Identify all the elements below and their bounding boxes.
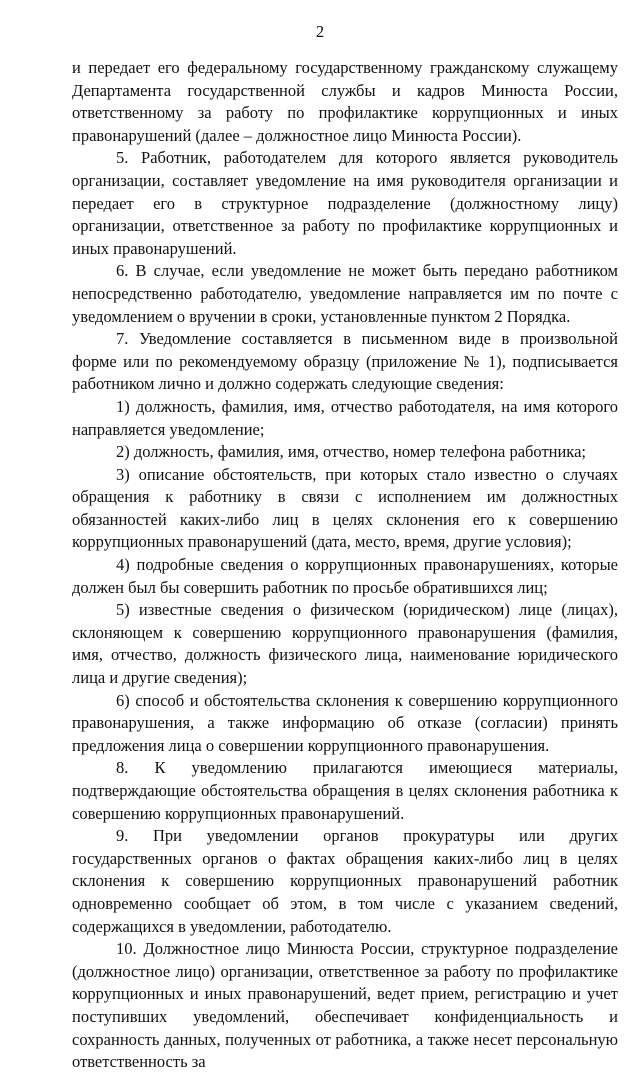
list-item-7-6: 6) способ и обстоятельства склонения к совершению коррупционного правонарушения, а также информацию об отказе (согласии) принять предложения лица о совершении коррупционного правонарушения. [72,690,618,755]
list-item-7-3: 3) описание обстоятельств, при которых стало известно о случаях обращения к работнику в связи с исполнением им должностных обязанностей каких-либо лиц в целях склонения его к совершению коррупционных правонарушений (дата, место, время, другие условия); [72,464,618,552]
list-item-7-5: 5) известные сведения о физическом (юридическом) лице (лицах), склоняющем к совершению коррупционного правонарушения (фамилия, имя, отчество, должность физического лица, наименование юридического лица и другие сведения); [72,600,618,688]
paragraph-item-6: 6. В случае, если уведомление не может быть передано работником непосредственно работодателю, уведомление направляется им по почте с уведомлением о вручении в сроки, установленные пунктом 2 Порядка. [72,261,618,326]
paragraph-item-7: 7. Уведомление составляется в письменном виде в произвольной форме или по рекомендуемому образцу (приложение № 1), подписывается работником лично и должно содержать следующие сведения: [72,329,618,394]
document-body [72,57,618,1074]
page-number: 2 [315,22,325,41]
list-item-7-2: 2) должность, фамилия, имя, отчество, номер телефона работника; [116,442,586,462]
list-item-7-1: 1) должность, фамилия, имя, отчество работодателя, на имя которого направляется уведомление; [72,396,618,439]
paragraph-item-5: 5. Работник, работодателем для которого является руководитель организации, составляет уведомление на имя руководителя организации и передает его в структурное подразделение (должностному лицу) организации, ответственное за работу по профилактике коррупционных и иных правонарушений. [72,148,618,258]
paragraph-item-8: 8. К уведомлению прилагаются имеющиеся материалы, подтверждающие обстоятельства обращения в целях склонения работника к совершению коррупционных правонарушений. [72,758,618,823]
paragraph-continuation: и передает его федеральному государственному гражданскому служащему Департамента государственной службы и кадров Минюста России, ответственному за работу по профилактике коррупционных и иных правонарушений (далее – должностное лицо Минюста России). [72,58,618,145]
paragraph-item-9: 9. При уведомлении органов прокуратуры или других государственных органов о фактах обращения каких-либо лиц в целях склонения к совершению коррупционных правонарушений работник одновременно сообщает об этом, в том числе с указанием сведений, содержащихся в уведомлении, работодателю. [72,826,618,936]
list-item-7-4: 4) подробные сведения о коррупционных правонарушениях, которые должен был бы совершить работник по просьбе обратившихся лиц; [72,555,618,597]
paragraph-item-10: 10. Должностное лицо Минюста России, структурное подразделение (должностное лицо) организации, ответственное за работу по профилактике коррупционных и иных правонарушений, ведет прием, регистрацию и учет поступивших уведомлений, обеспечивает конфиденциальность и сохранность данных, полученных от работника, а также несет персональную ответственность за [72,939,618,1072]
